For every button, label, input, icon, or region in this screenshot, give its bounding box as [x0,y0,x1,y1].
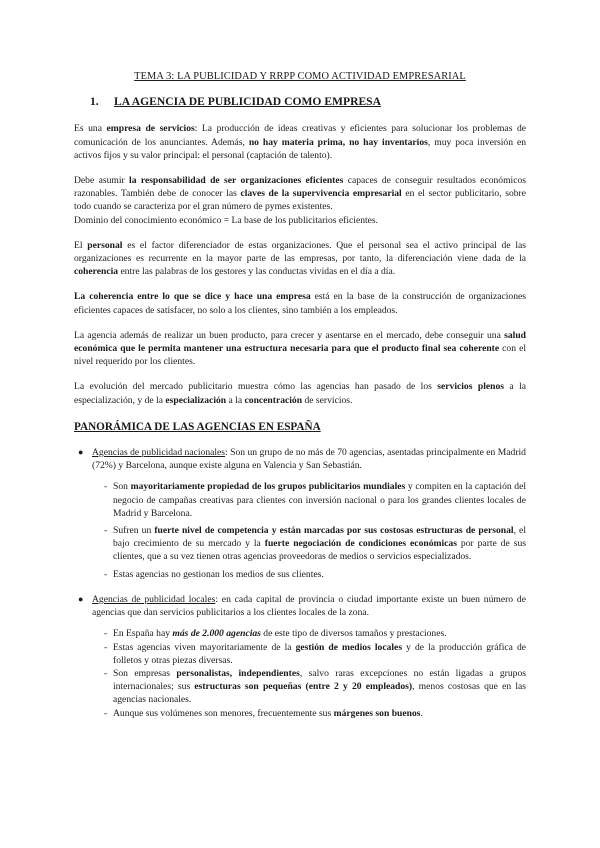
text-run: La agencia además de realizar un buen producto, para crecer y asentarse en el mercado, debe conseguir una [74,329,505,341]
list-item [104,707,526,720]
text-run: por parte de sus clientes, que a su vez tienen otras agencias proveedoras de medios o servicios especializados. [113,538,527,563]
section-number: 1. [90,95,99,109]
bullet-dot-icon: ● [78,447,84,458]
bold-run: coherencia [74,266,119,278]
list-item [104,627,526,640]
paragraph-evolucion [74,380,526,406]
section-heading-agencia [90,95,526,108]
text-run: El [74,239,88,251]
list-item [104,641,526,667]
text-run: , el bajo crecimiento de su mercado y la [113,525,526,550]
dash-icon: - [104,707,108,719]
bullet-agencias-nacionales [74,446,526,472]
bold-run: mayoritariamente propiedad de los grupos publicitarios mundiales [130,481,406,493]
bold-run: empresa de servicios [106,123,195,135]
bold-run: concentración [244,394,303,406]
sublist-locales [104,627,526,719]
text-run: Es una [74,123,107,135]
bold-run: no hay materia prima, no hay inventarios [248,136,428,148]
bold-run: claves de la supervivencia empresarial [240,188,402,200]
list-item [104,667,526,707]
list-item [104,524,526,564]
paragraph-empresa-servicios [74,122,526,162]
sublist-nacionales [104,480,526,580]
bold-run: márgenes son buenos [333,707,421,719]
text-run: Debe asumir [74,175,130,187]
bold-run: personalistas, independientes [176,667,300,679]
dash-icon: - [104,525,108,537]
dash-icon: - [104,641,108,653]
text-run: . [420,707,423,719]
text-run: La evolución del mercado publicitario muestra cómo las agencias han pasado de los [74,381,438,393]
text-run: y de la producción gráfica de folletos y otras piezas diversas. [113,641,526,666]
text-run: de servicios. [302,394,353,406]
text-run: con el nivel requerido por los clientes. [74,343,526,368]
text-run: a la especialización, y de la [74,381,526,406]
dash-icon: - [104,667,108,679]
list-item [104,480,526,520]
bold-run: fuerte negociación de condiciones económicas [264,538,457,550]
text-run: Sufren un [113,525,155,537]
text-run: en el sector publicitario, sobre todo cuando se caracteriza por el gran número de pymes existentes. [74,188,527,213]
bullet-label: Agencias de publicidad locales [92,593,216,605]
dash-icon: - [104,628,108,640]
text-run: Son [113,481,131,493]
dash-icon: - [104,481,108,493]
bold-run: la responsabilidad de ser organizaciones eficientes [129,175,344,187]
section-title: LA AGENCIA DE PUBLICIDAD COMO EMPRESA [114,95,382,109]
section-heading-panoramica: PANORÁMICA DE LAS AGENCIAS EN ESPAÑA [74,420,321,433]
text-run: : en cada capital de provincia o ciudad importante existe un buen número de agencias que dan servicios publicitarios a los clientes locales de la zona. [92,593,526,619]
text-run: Estas agencias viven mayoritariamente de la [113,641,296,653]
paragraph-coherencia [74,290,526,316]
bold-run: estructuras son pequeñas (entre 2 y 20 empleados) [194,681,413,693]
text-run: está en la base de la construcción de organizaciones eficientes capaces de satisfacer, no solo a los clientes, sino también a los empleados. [74,291,526,316]
text-run: En España hay [113,628,173,640]
text-run: a la [226,394,245,406]
text-run: , muy poca inversión en activos fijos y su valor principal: el personal (captación de talento). [74,136,527,161]
bold-run: especialización [165,394,227,406]
text-run: , salvo raras excepciones no están ligadas a grupos internacionales; sus [113,667,526,693]
text-run: Son empresas [113,667,177,679]
text-run: de este tipo de diversos tamaños y prestaciones. [260,628,447,640]
bold-run: personal [87,239,123,251]
bullet-label: Agencias de publicidad nacionales [92,447,226,459]
bold-run: La coherencia entre lo que se dice y hace una empresa [74,291,311,303]
paragraph-salud-economica [74,329,526,369]
dash-icon: - [104,568,108,580]
bold-run: gestión de medios locales [295,641,403,653]
text-run: , menos costosas que en las agencias nacionales. [113,681,526,706]
bold-italic-run: más de 2.000 agencias [172,628,261,640]
bullet-dot-icon: ● [78,593,84,604]
text-run: Estas agencias no gestionan los medios de sus clientes. [113,568,324,580]
text-run: es el factor diferenciador de estas organizaciones. Que el personal sea el activo principal de las organizaciones es recurrente en la mayor parte de las empresas, por tanto, la diferenciación viene dada de la [74,239,526,265]
text-run: y compiten en la captación del negocio de campañas creativas para clientes con inversión nacional o para los grandes clientes locales de Madrid y Barcelona. [113,481,527,519]
bold-run: fuerte nivel de competencia y están marcadas por sus costosas estructuras de personal [154,525,514,537]
text-run: : La producción de ideas creativas y eficientes para solucionar los problemas de comunicación de los anunciantes. Además, [74,123,526,148]
bullet-agencias-locales [74,593,526,619]
text-run: Aunque sus volúmenes son menores, frecuentemente sus [113,707,334,719]
bold-run: salud económica que le permita mantener una estructura necesaria para que el producto final sea coherente [74,329,526,355]
paragraph-personal [74,239,526,279]
paragraph-dominio: Dominio del conocimiento económico = La base de los publicitarios eficientes. [74,214,379,226]
text-run: : Son un grupo de no más de 70 agencias, asentadas principalmente en Madrid (72%) y Barcelona, aunque existe alguna en Valencia y San Sebastián. [92,447,526,472]
document-title: TEMA 3: LA PUBLICIDAD Y RRPP COMO ACTIVIDAD EMPRESARIAL [134,71,466,82]
text-run: entre las palabras de los gestores y las conductas vividas en el día a día. [118,266,396,278]
list-item [104,568,526,581]
bold-run: servicios plenos [437,381,504,393]
text-run: capaces de conseguir resultados económicos razonables. También debe de conocer las [74,175,527,200]
paragraph-responsabilidad [74,174,526,214]
